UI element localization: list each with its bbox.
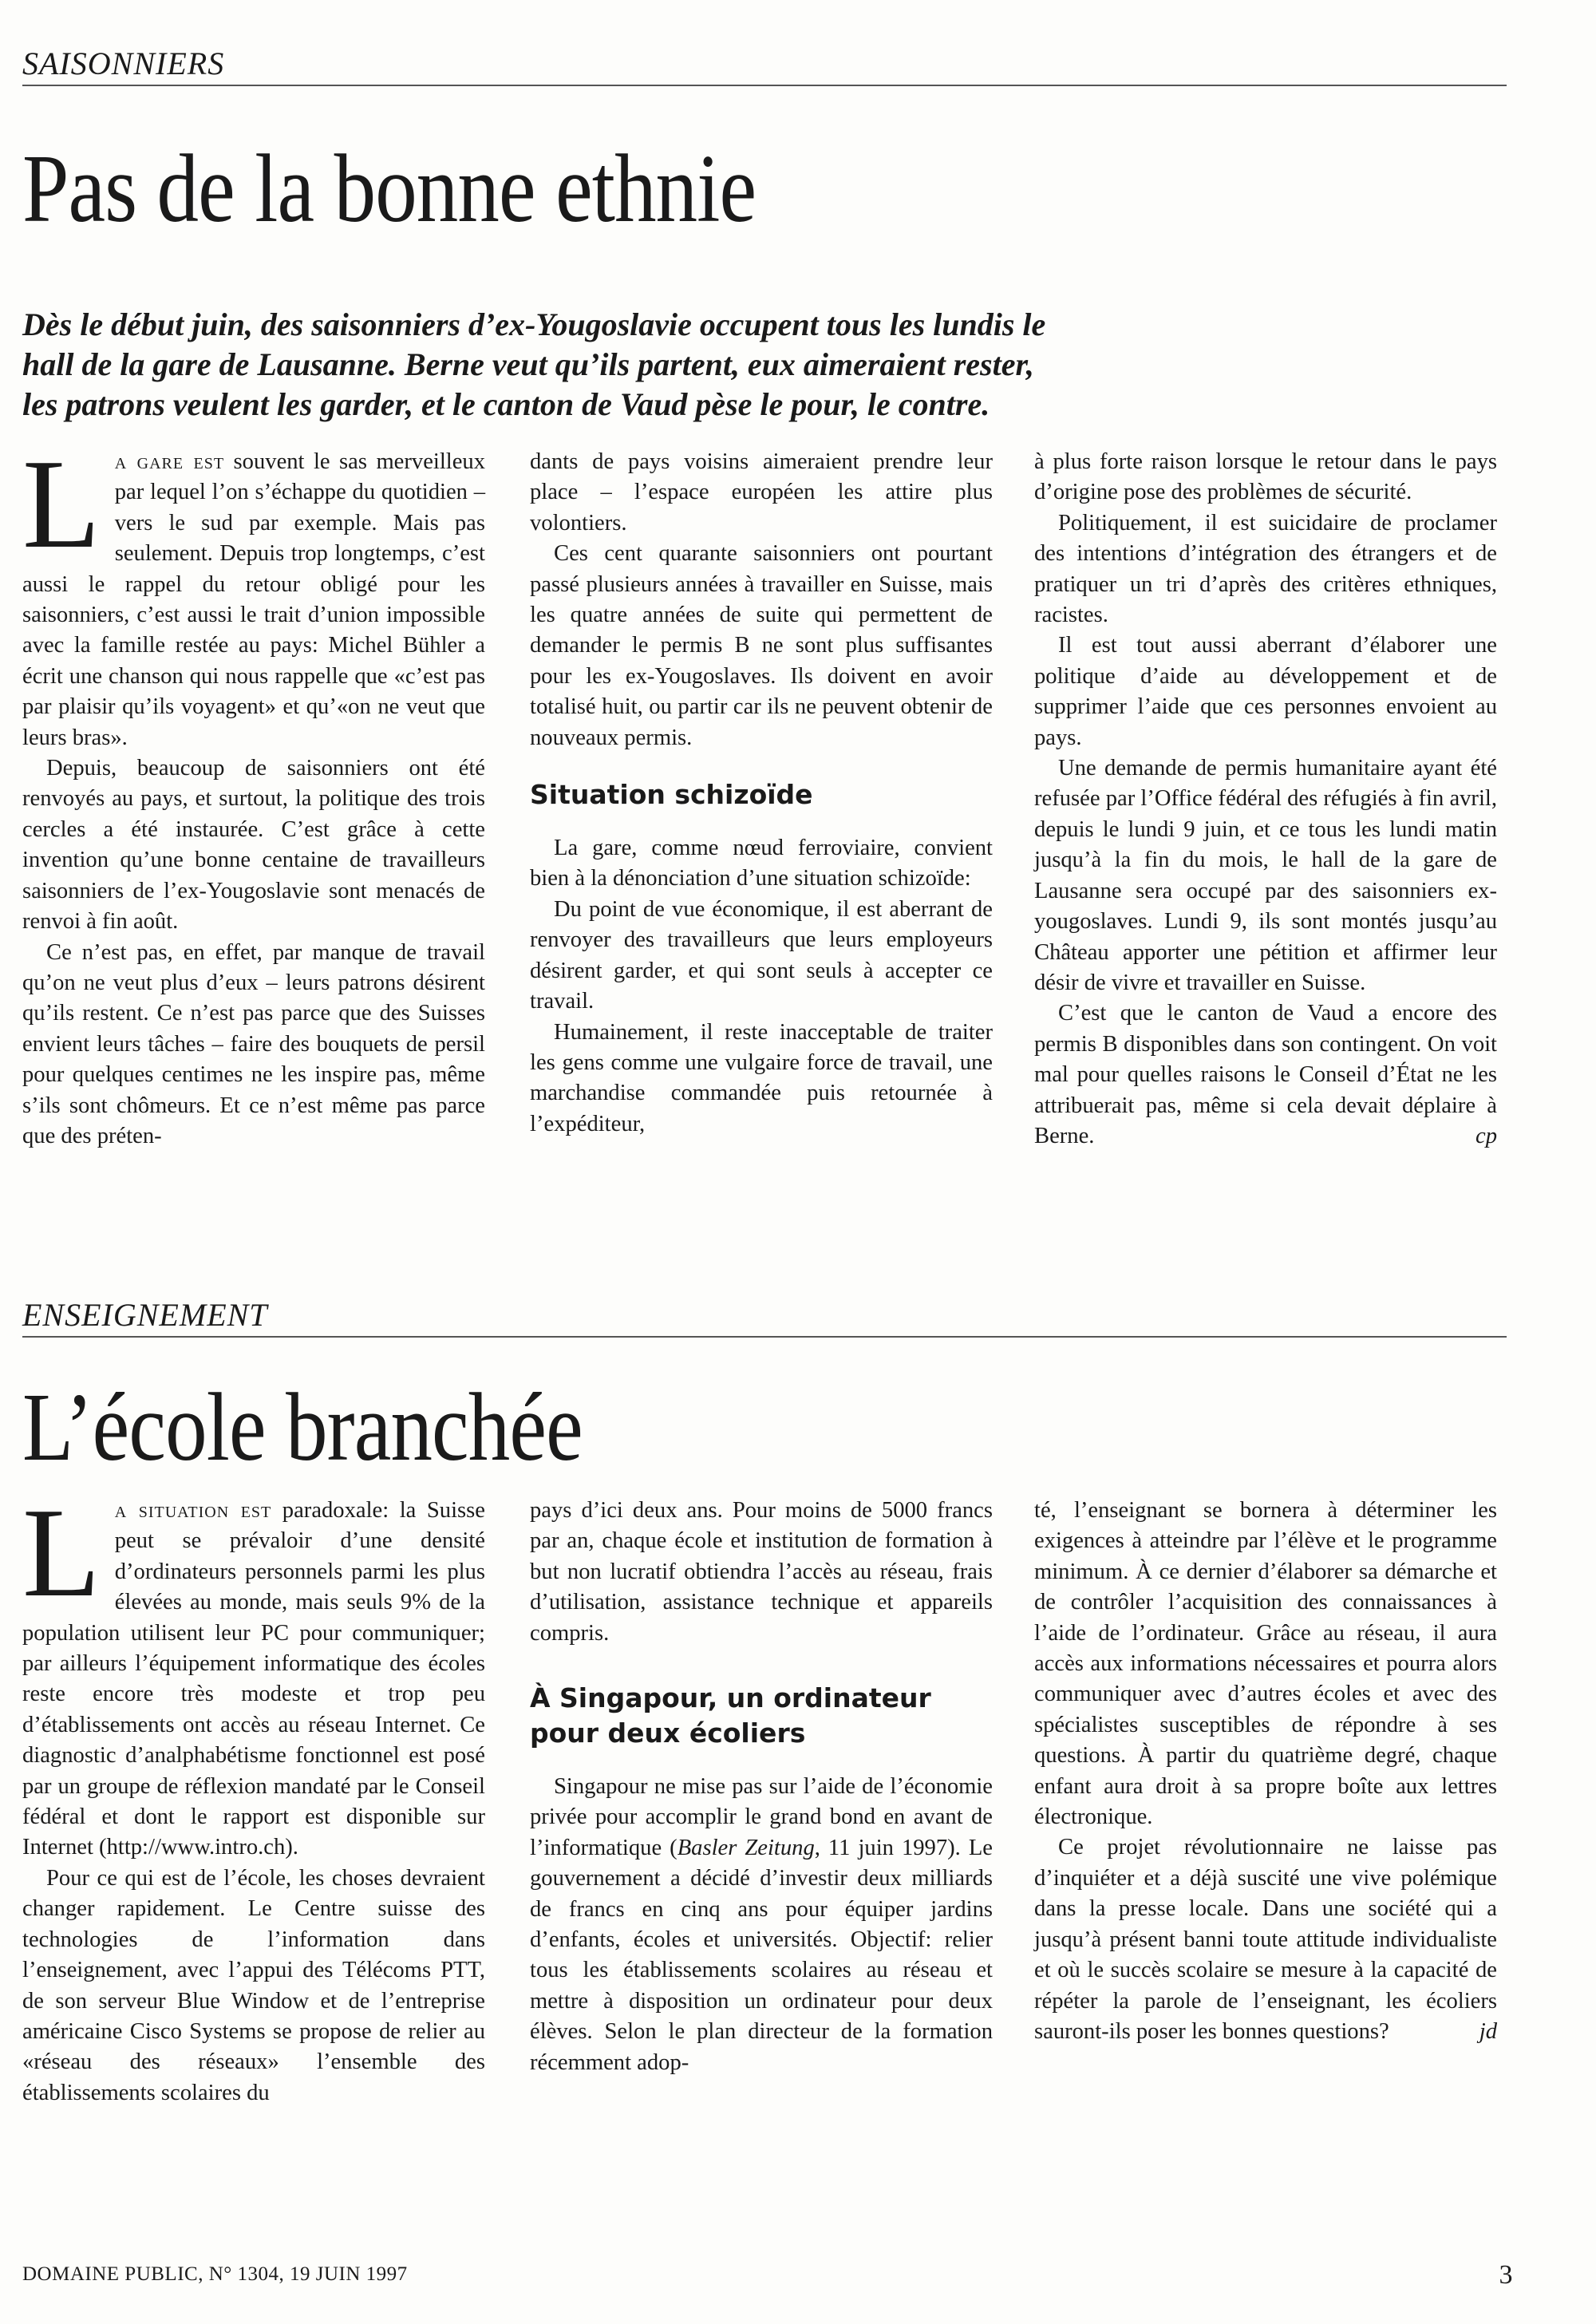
paragraph: Politiquement, il est suicidaire de proclamer des intentions d’intégration des étrangers et de pratiquer un tri d’après des critères ethniques, racistes. <box>1034 510 1497 628</box>
paragraph: à plus forte raison lorsque le retour dans le pays d’origine pose des problèmes de sécurité. <box>1034 449 1497 505</box>
paragraph: La gare, comme nœud ferroviaire, convient bien à la dénonciation d’une situation schizoïde: <box>530 836 993 891</box>
paragraph: Ces cent quarante saisonniers ont pourtant passé plusieurs années à travailler en Suisse, mais les quatre années de suite qui permettent de demander le permis B ne sont plus suffisantes pour les ex-Yougoslaves. Ils doivent en avoir totalisé huit, ou partir car ils ne peuvent obtenir de nouveaux permis. <box>530 541 993 750</box>
subheading: À Singapour, un ordinateur pour deux écoliers <box>530 1682 931 1749</box>
paragraph: Humainement, il reste inacceptable de traiter les gens comme une vulgaire force de travail, une marchandise commandée puis retournée à l’expéditeur, <box>530 1019 993 1136</box>
paragraph: dants de pays voisins aimeraient prendre leur place – l’espace européen les attire plus volontiers. <box>530 449 993 536</box>
author-signature: cp <box>1476 1123 1497 1148</box>
column-3 <box>1034 1496 1497 2047</box>
paragraph <box>22 1481 485 1864</box>
newspaper-page <box>22 0 1513 2324</box>
lede-line: hall de la gare de Lausanne. Berne veut qu’ils partent, eux aimeraient rester, <box>22 346 1034 382</box>
column-1 <box>22 433 485 1152</box>
paragraph <box>530 1772 993 2078</box>
publication-info: DOMAINE PUBLIC, N° 1304, 19 JUIN 1997 <box>22 2263 408 2285</box>
headline-article-1: Pas de la bonne ethnie <box>22 135 757 243</box>
column-2 <box>530 1496 993 2078</box>
lead-in: a situation est <box>114 1498 272 1523</box>
column-2 <box>530 447 993 1140</box>
drop-cap: L <box>22 433 101 575</box>
author-signature: jd <box>1479 2018 1497 2044</box>
headline-article-2: L’école branchée <box>22 1373 583 1481</box>
paragraph: Il est tout aussi aberrant d’élaborer une politique d’aide au développement et de supprimer l’aide que ces personnes envoient au pays. <box>1034 633 1497 750</box>
drop-cap: L <box>22 1481 101 1623</box>
paragraph: Pour ce qui est de l’école, les choses devraient changer rapidement. Le Centre suisse des technologies de l’information dans l’enseignement, avec l’appui des Télécoms PTT, de son serveur Blue Window et de l’entreprise américaine Cisco Systems se propose de relier au «réseau des réseaux» l’ensemble des établissements scolaires du <box>22 1865 485 2105</box>
paragraph-text: , 11 juin 1997). Le gouvernement a décidé d’investir deux milliards de francs en cinq ans pour équiper jardins d’enfants, écoles et universités. Objectif: relier tous les établissements scolaires au réseau et mettre à disposition un ordinateur pour deux élèves. Selon le plan directeur de la formation récemment adop- <box>530 1835 993 2075</box>
paragraph <box>22 433 485 753</box>
column-1 <box>22 1481 485 2109</box>
paragraph-text: souvent le sas merveilleux par lequel l’on s’échappe du quotidien – vers le sud par exemple. Mais pas seulement. Depuis trop longtemps, c’est aussi le rappel du retour obligé pour les saisonniers, c’est aussi le trait d’union impossible avec la famille restée au pays: Michel Bühler a écrit une chanson qui nous rappelle que «c’est pas par plaisir qu’ils voyagent» et qu’«on ne veut que leurs bras». <box>22 449 485 750</box>
lead-in: a gare est <box>114 449 225 474</box>
paragraph-text: C’est que le canton de Vaud a encore des permis B disponibles dans son contingent. On voit mal pour quelles raisons le Conseil d’État ne les attribuerait pas, même si cela devait déplaire à Berne. <box>1034 1001 1497 1148</box>
paragraph <box>1034 1832 1497 2047</box>
paragraph: té, l’enseignant se bornera à déterminer les exigences à atteindre par l’élève et le programme minimum. À ce dernier d’élaborer sa démarche et de contrôler l’acquisition des connaissances à l’aide de l’ordinateur. Grâce au réseau, il aura accès aux informations nécessaires et pourra alors communiquer avec d’autres écoles et avec des spécialistes susceptibles de répondre à ses questions. À partir du quatrième degré, chaque enfant aura droit à sa propre boîte aux lettres électronique. <box>1034 1498 1497 1830</box>
section-label-saisonniers: SAISONNIERS <box>22 46 1507 86</box>
lede-line: Dès le début juin, des saisonniers d’ex-Yougoslavie occupent tous les lundis le <box>22 306 1046 342</box>
lede-line: les patrons veulent les garder, et le canton de Vaud pèse le pour, le contre. <box>22 386 990 422</box>
section-label-enseignement: ENSEIGNEMENT <box>22 1298 1507 1338</box>
paragraph-text: Singapour ne mise pas sur l’aide de l’économie privée pour accomplir le grand bond en avant de l’informatique ( <box>530 1774 993 1860</box>
column-3 <box>1034 447 1497 1152</box>
lede-article-1 <box>22 305 1299 425</box>
subheading: Situation schizoïde <box>530 779 813 811</box>
paragraph <box>1034 998 1497 1152</box>
paragraph-text: paradoxale: la Suisse peut se prévaloir d’une densité d’ordinateurs personnels parmi les plus élevées au monde, mais seuls 9% de la population utilisent leur PC pour communiquer; par ailleurs l’équipement informatique des écoles reste encore très modeste et trop peu d’établissements ont accès au réseau Internet. Ce diagnostic d’analphabétisme fonctionnel est posé par un groupe de réflexion mandaté par le Conseil fédéral et dont le rapport est disponible sur Internet (http://www.intro.ch). <box>22 1498 485 1860</box>
paragraph-text: Ce projet révolutionnaire ne laisse pas d’inquiéter et a déjà suscité une vive polémique dans la presse locale. Dans une société qui a jusqu’à présent banni toute attitude individualiste et où le succès scolaire se mesure à la capacité de répéter la parole de l’enseignant, les écoliers sauront-ils poser les bonnes questions? <box>1034 1835 1497 2044</box>
paragraph: Ce n’est pas, en effet, par manque de travail qu’on ne veut plus d’eux – leurs patrons désirent qu’ils restent. Ce n’est pas parce que des Suisses envient leurs tâches – faire des bouquets de persil pour quelques centimes ne les inspire pas, même s’ils sont chômeurs. Et ce n’est même pas parce que des préten- <box>22 939 485 1148</box>
paragraph: Une demande de permis humanitaire ayant été refusée par l’Office fédéral des réfugiés à fin avril, depuis le lundi 9 juin, et ce tous les lundi matin jusqu’à la fin du mois, le hall de la gare de Lausanne sera occupé par des saisonniers ex-yougoslaves. Lundi 9, ils sont montés jusqu’au Château apporter une pétition et affirmer leur désir de vivre et travailler en Suisse. <box>1034 756 1497 995</box>
page-footer <box>22 2260 1513 2290</box>
paragraph: Du point de vue économique, il est aberrant de renvoyer des travailleurs que leurs employeurs désirent garder, et qui sont seuls à accepter ce travail. <box>530 896 993 1014</box>
page-number: 3 <box>1499 2260 1513 2290</box>
paragraph: Depuis, beaucoup de saisonniers ont été renvoyés au pays, et surtout, la politique des trois cercles a été instaurée. C’est grâce à cette invention qu’une bonne centaine de travailleurs saisonniers de l’ex-Yougoslavie sont menacés de renvoi à fin août. <box>22 756 485 935</box>
paragraph: pays d’ici deux ans. Pour moins de 5000 francs par an, chaque école et institution de formation à but non lucratif obtiendra l’accès au réseau, frais d’utilisation, assistance technique et appareils compris. <box>530 1498 993 1646</box>
source-citation: Basler Zeitung <box>677 1835 815 1860</box>
